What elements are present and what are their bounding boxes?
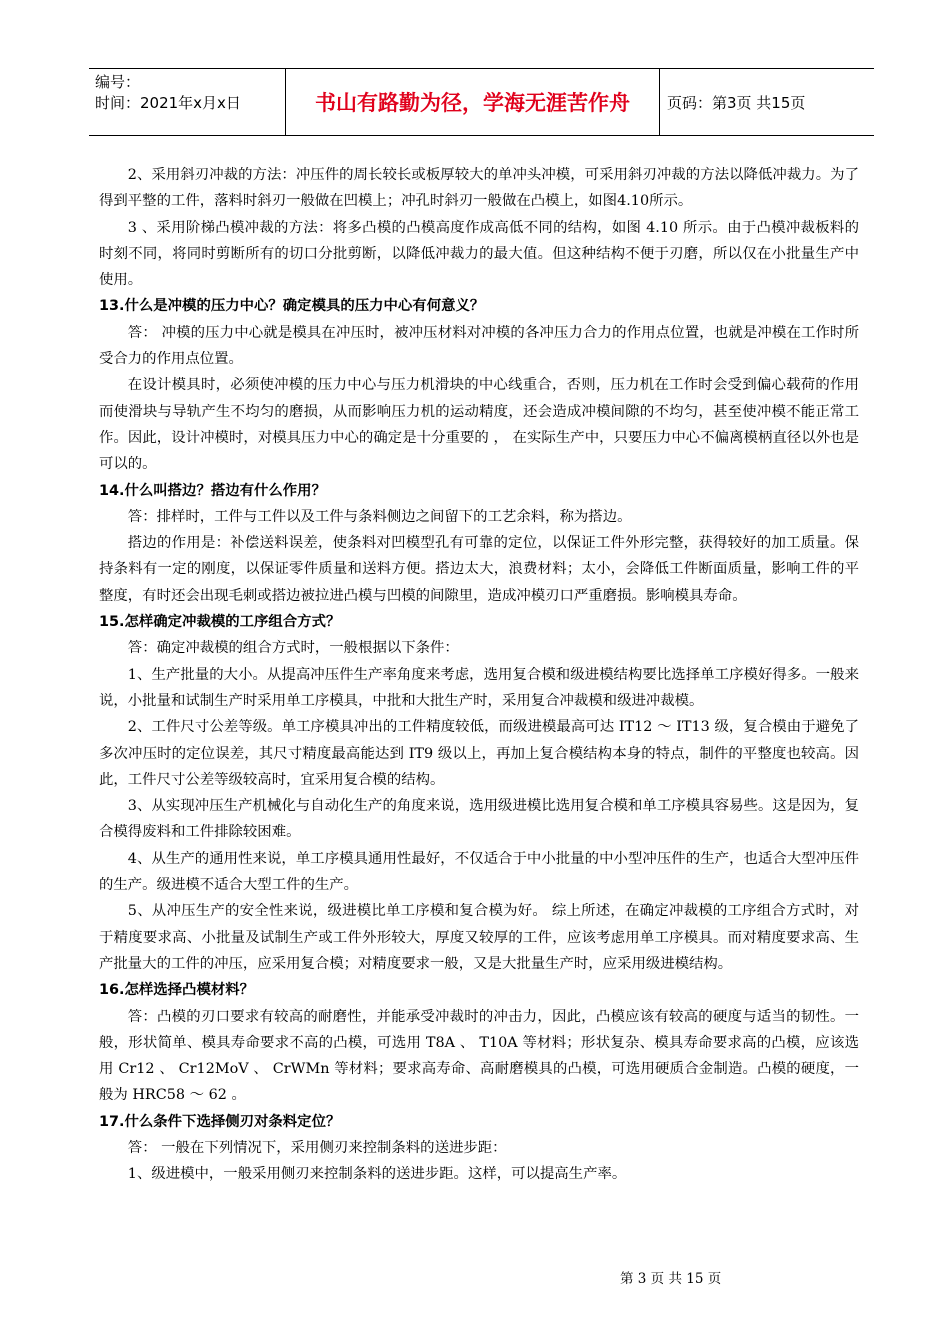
question-heading: 14.什么叫搭边？搭边有什么作用？ xyxy=(99,482,326,499)
question-heading: 16.怎样选择凸模材料？ xyxy=(99,982,255,999)
body-paragraph: 在设计模具时，必须使冲模的压力中心与压力机滑块的中心线重合，否则，压力机在工作时会受到偏心载荷的作用而使滑块与导轨产生不均匀的磨损，从而影响压力机的运动精度，还会造成冲模间隙的不均匀，甚至使冲模不能正常工作。因此，设计冲模时，对模具压力中心的确定是十分重要的 ， 在实际生产中，只要压力中心不偏离模柄直径以外也是可以的。 xyxy=(99,377,859,473)
question-heading: 13.什么是冲模的压力中心？确定模具的压力中心有何意义？ xyxy=(99,298,485,315)
body-paragraph: 1、级进模中，一般采用侧刃来控制条料的送进步距。这样，可以提高生产率。 xyxy=(127,1166,627,1183)
page-header xyxy=(89,68,874,136)
body-paragraph: 2、采用斜刃冲裁的方法：冲压件的周长较长或板厚较大的单冲头冲模，可采用斜刃冲裁的方法以降低冲裁力。为了得到平整的工件，落料时斜刃一般做在凹模上；冲孔时斜刃一般做在凸模上，如图4.10所示。 xyxy=(99,167,859,210)
body-paragraph: 答：排样时，工件与工件以及工件与条料侧边之间留下的工艺余料，称为搭边。 xyxy=(127,508,632,525)
document-body xyxy=(99,162,859,1188)
body-paragraph: 搭边的作用是：补偿送料误差，使条料对凹模型孔有可靠的定位，以保证工件外形完整，获得较好的加工质量。保持条料有一定的刚度，以保证零件质量和送料方便。搭边太大，浪费材料；太小，会降低工件断面质量，影响工件的平整度，有时还会出现毛刺或搭边被拉进凸模与凹模的间隙里，造成冲模刃口严重磨损。影响模具寿命。 xyxy=(99,535,859,604)
body-paragraph: 5、从冲压生产的安全性来说，级进模比单工序模和复合模为好。 综上所述，在确定冲裁模的工序组合方式时，对于精度要求高、小批量及试制生产或工件外形较大，厚度又较厚的工件，应该考虑用单工序模具。而对精度要求高、生产批量大的工件的冲压，应采用复合模；对精度要求一般，又是大批量生产时，应采用级进模结构。 xyxy=(99,903,859,972)
question-heading: 17.什么条件下选择侧刃对条料定位？ xyxy=(99,1113,341,1130)
body-paragraph: 3 、采用阶梯凸模冲裁的方法：将多凸模的凸模高度作成高低不同的结构，如图 4.10 所示。由于凸模冲裁板料的时刻不同，将同时剪断所有的切口分批剪断，以降低冲裁力的最大值。但这种结构不便于刃磨，所以仅在小批量生产中使用。 xyxy=(99,219,859,289)
body-paragraph: 4、从生产的通用性来说，单工序模具通用性最好，不仅适合于中小批量的中小型冲压件的生产，也适合大型冲压件的生产。级进模不适合大型工件的生产。 xyxy=(99,850,859,894)
body-paragraph: 答： 一般在下列情况下，采用侧刃来控制条料的送进步距： xyxy=(127,1139,507,1156)
body-paragraph: 3、从实现冲压生产机械化与自动化生产的角度来说，选用级进模比选用复合模和单工序模具容易些。这是因为，复合模得废料和工件排除较困难。 xyxy=(99,798,859,841)
header-motto: 书山有路勤为径，学海无涯苦作舟 xyxy=(285,69,660,135)
body-paragraph: 1、生产批量的大小。从提高冲压件生产率角度来考虑，选用复合模和级进模结构要比选择单工序模好得多。一般来说，小批量和试制生产时采用单工序模具，中批和大批生产时，采用复合冲裁模和级进冲裁模。 xyxy=(99,666,859,709)
body-paragraph: 答：凸模的刃口要求有较高的耐磨性，并能承受冲裁时的冲击力，因此，凸模应该有较高的硬度与适当的韧性。一般，形状简单、模具寿命要求不高的凸模，可选用 T8A 、 T10A 等材料；形状复杂、模具寿命要求高的凸模，应该选用 Cr12 、 Cr12MoV 、 CrWMn 等材料；要求高寿命、高耐磨模具的凸模，可选用硬质合金制造。凸模的硬度，一般为 HRC58 ～ 62 。 xyxy=(99,1008,859,1104)
header-page-number: 页码：第3页 共15页 xyxy=(667,93,806,112)
question-heading: 15.怎样确定冲裁模的工序组合方式？ xyxy=(99,614,341,631)
page-footer: 第 3 页 共 15 页 xyxy=(620,1271,722,1287)
body-paragraph: 答：确定冲裁模的组合方式时，一般根据以下条件： xyxy=(127,640,459,657)
body-paragraph: 2、工件尺寸公差等级。单工序模具冲出的工件精度较低，而级进模最高可达 IT12 ～ IT13 级，复合模由于避免了多次冲压时的定位误差，其尺寸精度最高能达到 IT9 级以上，再加上复合模结构本身的特点，制件的平整度也较高。因此，工件尺寸公差等级较高时，宜采用复合模的结构。 xyxy=(99,719,859,788)
document-number-label: 编号： xyxy=(95,73,141,91)
body-paragraph: 答： 冲模的压力中心就是模具在冲压时，被冲压材料对冲模的各冲压力合力的作用点位置，也就是冲模在工作时所受合力的作用点位置。 xyxy=(99,324,859,368)
header-meta xyxy=(89,69,285,135)
document-time-label: 时间：2021年x月x日 xyxy=(95,94,241,112)
